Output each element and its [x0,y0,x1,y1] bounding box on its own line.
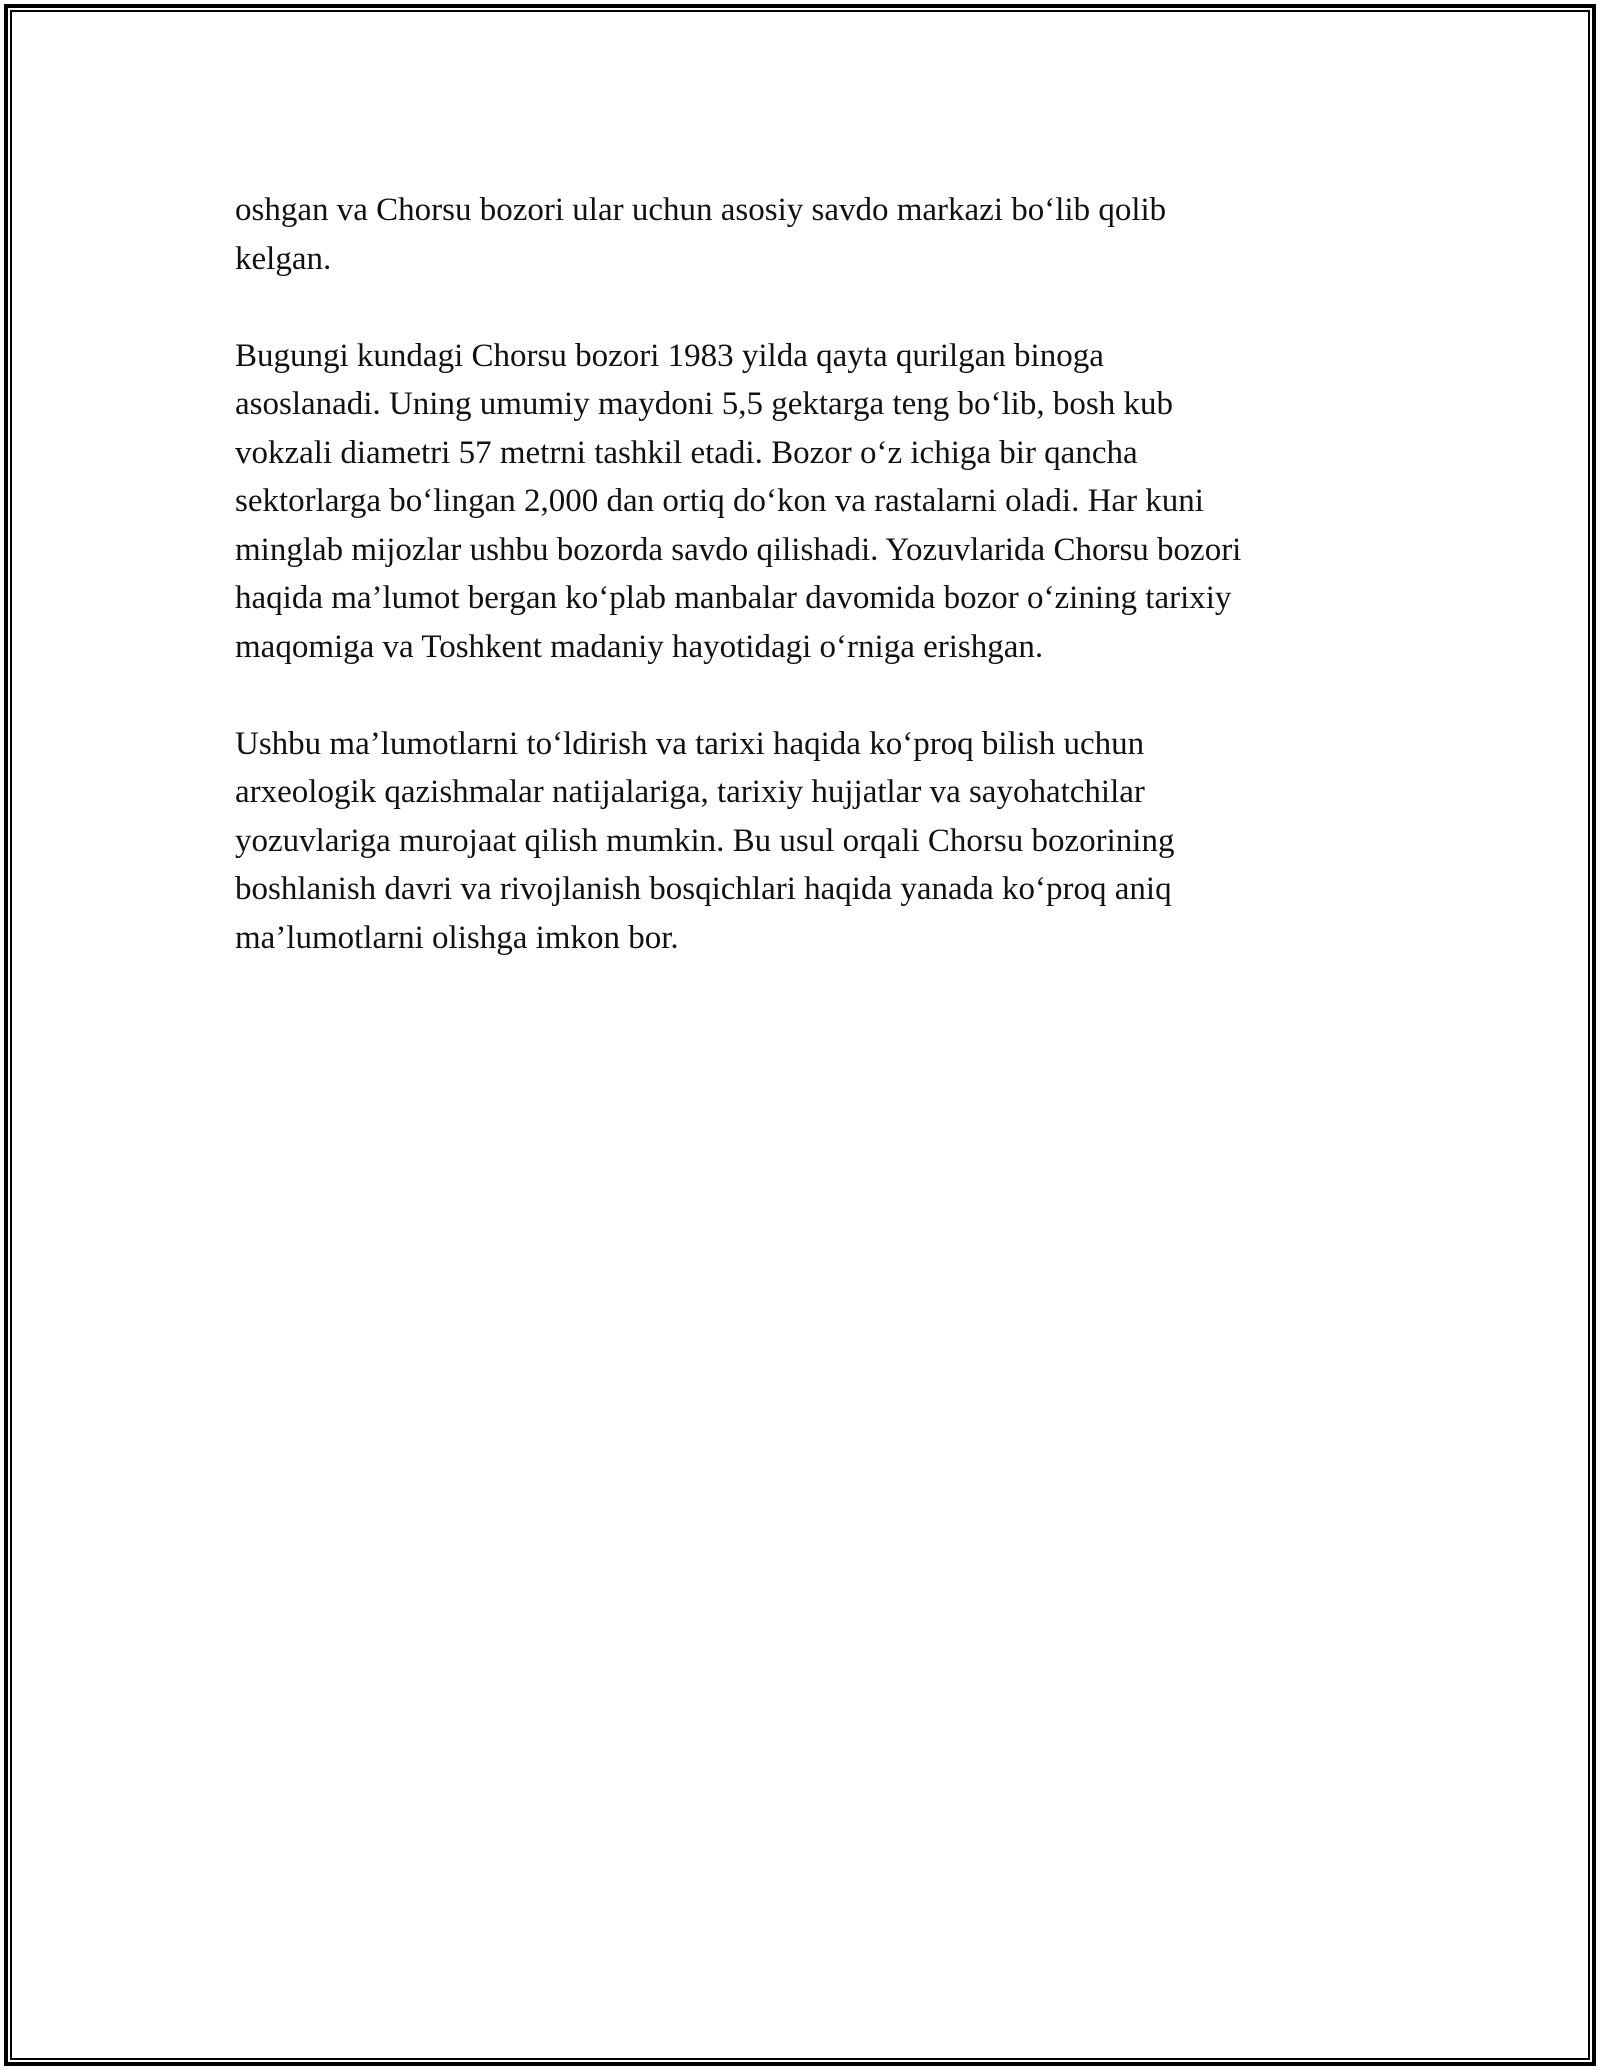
document-body [235,186,1370,1011]
paragraph-2: Bugungi kundagi Chorsu bozori 1983 yilda qayta qurilgan binoga asoslanadi. Uning umumiy maydoni 5,5 gektarga teng bo‘lib, bosh kub vokzali diametri 57 metrni tashkil etadi. Bozor o‘z ichiga bir qancha sektorlarga bo‘lingan 2,000 dan ortiq do‘kon va rastalarni oladi. Har kuni minglab mijozlar ushbu bozorda savdo qilishadi. Yozuvlarida Chorsu bozori haqida ma’lumot bergan ko‘plab manbalar davomida bozor o‘zining tarixiy maqomiga va Toshkent madaniy hayotidagi o‘rniga erishgan. [235,337,1242,665]
paragraph-3: Ushbu ma’lumotlarni to‘ldirish va tarixi haqida ko‘proq bilish uchun arxeologik qazishmalar natijalariga, tarixiy hujjatlar va sayohatchilar yozuvlariga murojaat qilish mumkin. Bu usul orqali Chorsu bozorining boshlanish davri va rivojlanish bosqichlari haqida yanada ko‘proq aniq ma’lumotlarni olishga imkon bor. [235,725,1175,956]
paragraph-1: oshgan va Chorsu bozori ular uchun asosiy savdo markazi bo‘lib qolib kelgan. [235,192,1167,277]
